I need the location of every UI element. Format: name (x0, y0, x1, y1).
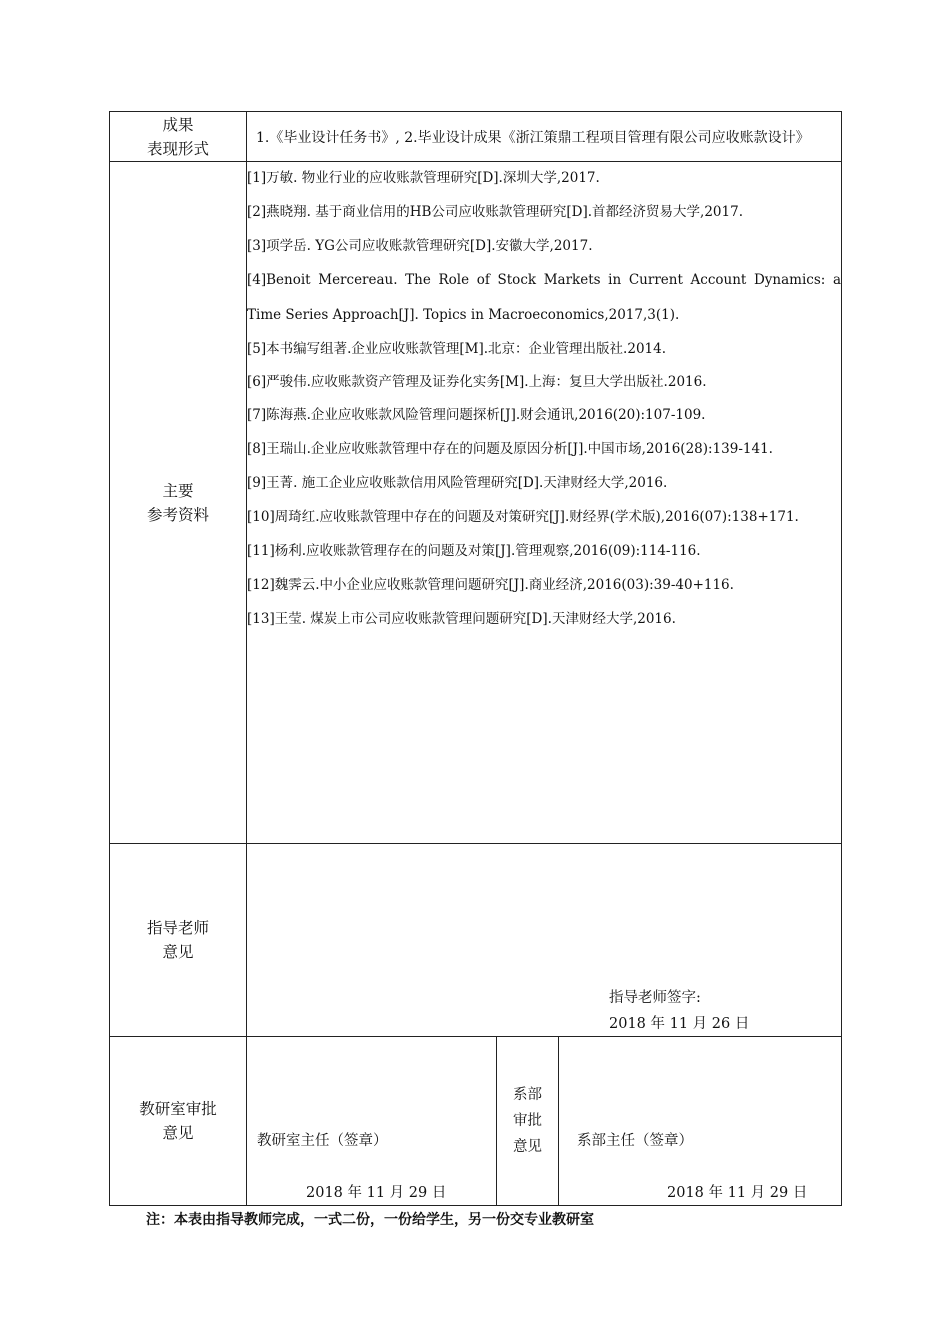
reference-item: [12]魏霁云.中小企业应收账款管理问题研究[J].商业经济,2016(03):39-40+116. (247, 577, 734, 593)
row-references (110, 162, 842, 844)
label-department-line3: 意见 (513, 1139, 542, 1155)
label-department-line2: 审批 (513, 1113, 542, 1129)
reference-item: [1]万敏. 物业行业的应收账款管理研究[D].深圳大学,2017. (247, 170, 600, 186)
reference-item: [9]王菁. 施工企业应收账款信用风险管理研究[D].天津财经大学,2016. (247, 475, 668, 491)
teaching-office-head-signature: 教研室主任（签章） (257, 1133, 388, 1149)
label-teaching-office (110, 1037, 247, 1206)
advisor-date: 2018 年 11 月 26 日 (609, 1016, 750, 1032)
teaching-office-opinion-field[interactable] (247, 1037, 497, 1206)
footnote: 注：本表由指导教师完成，一式二份，一份给学生，另一份交专业教研室 (146, 1212, 594, 1228)
row-result-format (110, 112, 842, 162)
label-advisor-line1: 指导老师 (146, 919, 209, 937)
reference-item: [2]燕晓翔. 基于商业信用的HB公司应收账款管理研究[D].首都经济贸易大学,2017. (247, 204, 743, 220)
row-advisor-opinion (110, 844, 842, 1037)
reference-item: [6]严骏伟.应收账款资产管理及证券化实务[M].上海：复旦大学出版社.2016. (247, 374, 707, 390)
reference-item: [13]王莹. 煤炭上市公司应收账款管理问题研究[D].天津财经大学,2016. (247, 611, 676, 627)
teaching-office-date: 2018 年 11 月 29 日 (306, 1185, 447, 1201)
label-advisor-line2: 意见 (162, 943, 194, 961)
reference-item: [7]陈海燕.企业应收账款风险管理问题探析[J].财会通讯,2016(20):107-109. (247, 407, 706, 423)
label-result-line2: 表现形式 (146, 139, 209, 158)
thesis-form-table (109, 111, 842, 1206)
reference-item: [11]杨利.应收账款管理存在的问题及对策[J].管理观察,2016(09):114-116. (247, 543, 701, 559)
advisor-signature-block (609, 985, 749, 1037)
label-references-line1: 主要 (162, 481, 194, 500)
reference-item: [3]项学岳. YG公司应收账款管理研究[D].安徽大学,2017. (247, 238, 593, 254)
label-references-line2: 参考资料 (146, 505, 209, 524)
reference-list (247, 162, 842, 844)
label-teaching-office-line1: 教研室审批 (139, 1100, 217, 1118)
department-opinion-field[interactable] (559, 1037, 842, 1206)
label-teaching-office-line2: 意见 (162, 1124, 194, 1142)
reference-item: [8]王瑞山.企业应收账款管理中存在的问题及原因分析[J].中国市场,2016(28):139-141. (247, 441, 773, 457)
result-format-content: 1.《毕业设计任务书》, 2.毕业设计成果《浙江策鼎工程项目管理有限公司应收账款设计》 (247, 112, 842, 162)
label-references (110, 162, 247, 844)
row-approval (110, 1037, 842, 1206)
department-head-signature: 系部主任（签章） (577, 1133, 693, 1149)
label-advisor-opinion (110, 844, 247, 1037)
reference-item: [4]Benoit Mercereau. The Role of Stock Markets in Current Account Dynamics: a Time Series Approach[J]. Topics in Macroeconomics,2017,3(1). (247, 272, 842, 323)
reference-item: [10]周琦红.应收账款管理中存在的问题及对策研究[J].财经界(学术版),2016(07):138+171. (247, 509, 799, 525)
label-result-line1: 成果 (162, 115, 194, 134)
label-result-format (110, 112, 247, 162)
advisor-opinion-field[interactable] (247, 844, 842, 1037)
reference-item: [5]本书编写组著.企业应收账款管理[M].北京：企业管理出版社.2014. (247, 341, 667, 357)
label-department (497, 1037, 559, 1206)
advisor-signature-label: 指导老师签字: (609, 990, 701, 1006)
department-date: 2018 年 11 月 29 日 (667, 1185, 808, 1201)
label-department-line1: 系部 (513, 1087, 542, 1103)
